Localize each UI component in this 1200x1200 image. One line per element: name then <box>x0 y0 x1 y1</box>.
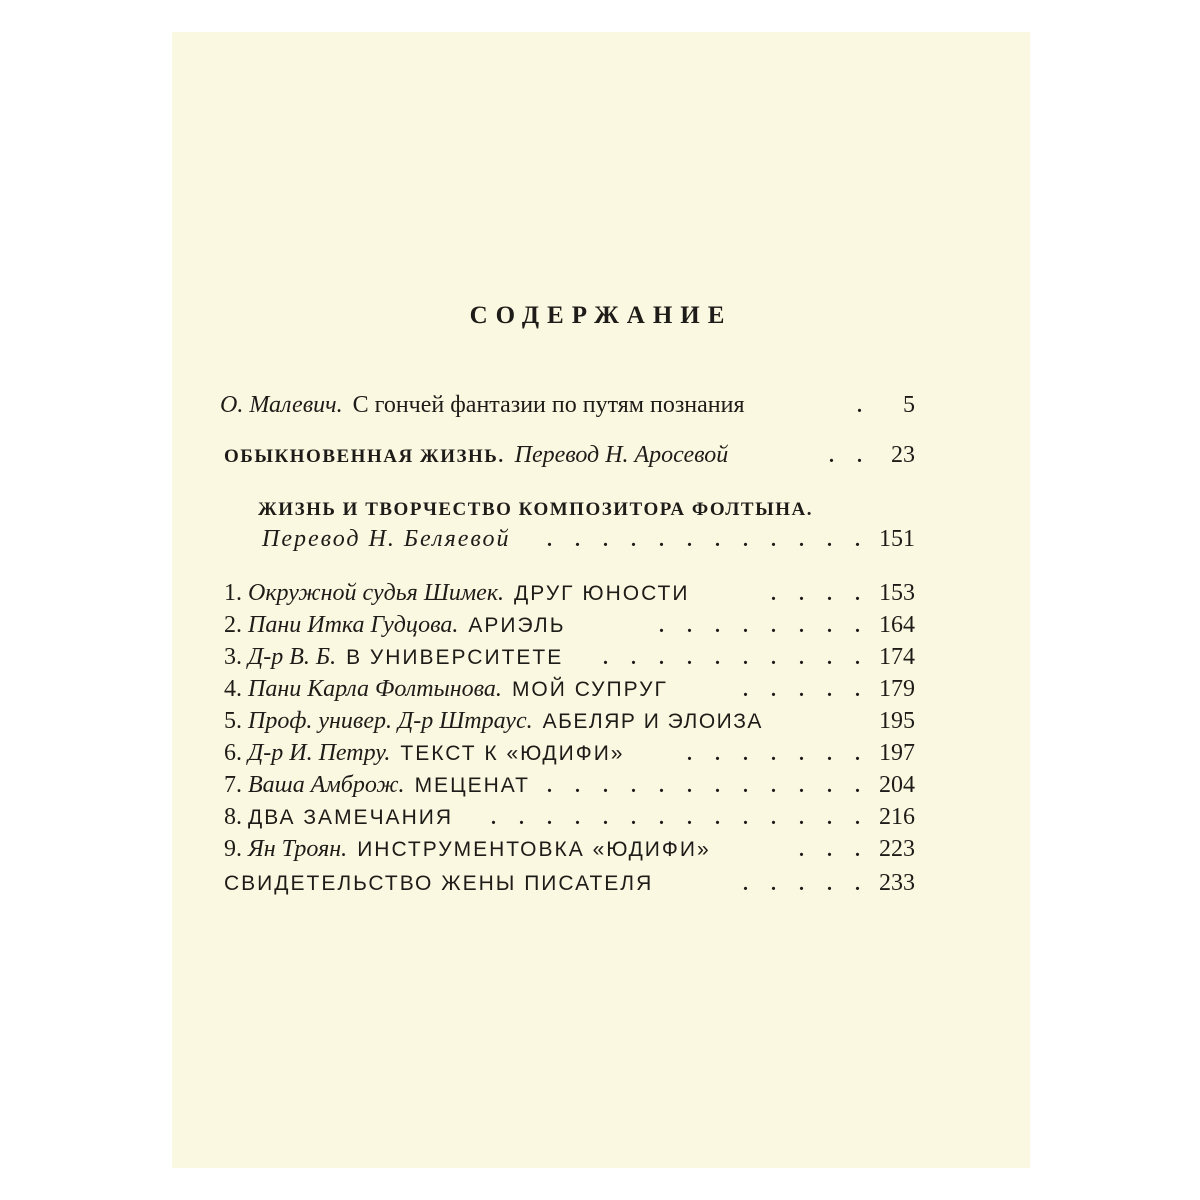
chapter-number: 8. <box>224 804 242 830</box>
page-number: 153 <box>879 580 915 606</box>
contents-heading: СОДЕРЖАНИЕ <box>469 302 733 329</box>
chapter-author: Пани Карла Фолтынова. <box>248 676 502 702</box>
toc-entry-intro[interactable] <box>220 390 915 421</box>
toc-chapter-8[interactable] <box>224 802 915 833</box>
page-number: 195 <box>879 708 915 734</box>
toc-chapter-3[interactable] <box>224 642 915 673</box>
toc-entry-foltyn-translator[interactable] <box>262 524 915 555</box>
chapter-number: 3. <box>224 644 242 670</box>
book-page <box>172 32 1030 1168</box>
page-number: 233 <box>879 870 915 896</box>
chapter-number: 9. <box>224 836 242 862</box>
page-number: 223 <box>879 836 915 862</box>
toc-entry-ordinary-life[interactable] <box>224 440 915 472</box>
chapter-author: Проф. универ. Д-р Штраус. <box>248 708 533 734</box>
entry-translator: Перевод Н. Аросевой <box>514 442 729 468</box>
page-number: 197 <box>879 740 915 766</box>
chapter-title: АБЕЛЯР И ЭЛОИЗА <box>542 710 763 733</box>
chapter-number: 5. <box>224 708 242 734</box>
leader-dots: . . . . . . . . . . . . <box>547 775 869 797</box>
toc-chapter-2[interactable] <box>224 610 915 641</box>
chapter-author: Д-р И. Петру. <box>248 740 391 766</box>
toc-chapter-7[interactable] <box>224 770 915 801</box>
leader-dots: . . . . . . . . . . <box>603 647 869 669</box>
entry-translator: Перевод Н. Беляевой <box>262 526 511 552</box>
toc-chapter-5[interactable] <box>224 706 915 737</box>
entry-title: ЖИЗНЬ И ТВОРЧЕСТВО КОМПОЗИТОРА ФОЛТЫНА. <box>258 499 814 520</box>
leader-dots: . . . . . <box>743 679 869 701</box>
page-number: 164 <box>879 612 915 638</box>
chapter-number: 2. <box>224 612 242 638</box>
page-number: 23 <box>891 442 915 468</box>
page-number: 5 <box>903 392 915 418</box>
page-number: 174 <box>879 644 915 670</box>
leader-dots: . . . <box>799 839 869 861</box>
chapter-title: МОЙ СУПРУГ <box>511 678 668 701</box>
chapter-number: 6. <box>224 740 242 766</box>
chapter-author: Окружной судья Шимек. <box>248 580 505 606</box>
chapter-author: Ян Троян. <box>248 836 348 862</box>
chapter-title: ТЕКСТ К «ЮДИФИ» <box>400 742 625 765</box>
toc-chapter-4[interactable] <box>224 674 915 705</box>
leader-dots: . . . . . . . <box>687 743 869 765</box>
leader-dots: . . . . <box>771 583 869 605</box>
chapter-title: В УНИВЕРСИТЕТЕ <box>346 646 564 669</box>
leader-dots: . . . . . <box>743 873 869 895</box>
chapter-title: АРИЭЛЬ <box>468 614 566 637</box>
page-number: 216 <box>879 804 915 830</box>
chapter-title: ИНСТРУМЕНТОВКА «ЮДИФИ» <box>357 838 711 861</box>
leader-dots: . . . . . . . . . . . . . . <box>491 807 869 829</box>
chapter-author: Д-р В. Б. <box>248 644 337 670</box>
page-number: 204 <box>879 772 915 798</box>
toc-entry-testimony[interactable] <box>224 868 915 899</box>
entry-title: С гончей фантазии по путям познания <box>352 392 745 418</box>
toc-chapter-9[interactable] <box>224 834 915 865</box>
chapter-title: МЕЦЕНАТ <box>414 774 530 797</box>
leader-dots: . . . . . . . . . . . . <box>547 529 869 551</box>
entry-title: ОБЫКНОВЕННАЯ ЖИЗНЬ. <box>224 446 505 467</box>
leader-dots: . . <box>829 445 871 467</box>
chapter-number: 4. <box>224 676 242 702</box>
entry-title: СВИДЕТЕЛЬСТВО ЖЕНЫ ПИСАТЕЛЯ <box>224 872 654 895</box>
page-number: 151 <box>879 526 915 552</box>
chapter-author: Пани Итка Гудцова. <box>248 612 459 638</box>
toc-chapter-1[interactable] <box>224 578 915 609</box>
chapter-title: ДРУГ ЮНОСТИ <box>514 582 690 605</box>
chapter-number: 7. <box>224 772 242 798</box>
chapter-number: 1. <box>224 580 242 606</box>
toc-entry-foltyn-title[interactable] <box>258 495 918 525</box>
page-number: 179 <box>879 676 915 702</box>
chapter-author: Ваша Амброж. <box>248 772 405 798</box>
toc-chapter-6[interactable] <box>224 738 915 769</box>
leader-dots: . <box>857 395 871 417</box>
entry-author: О. Малевич. <box>220 392 343 418</box>
leader-dots: . . . . . . . . <box>659 615 869 637</box>
chapter-title: ДВА ЗАМЕЧАНИЯ <box>248 806 453 829</box>
